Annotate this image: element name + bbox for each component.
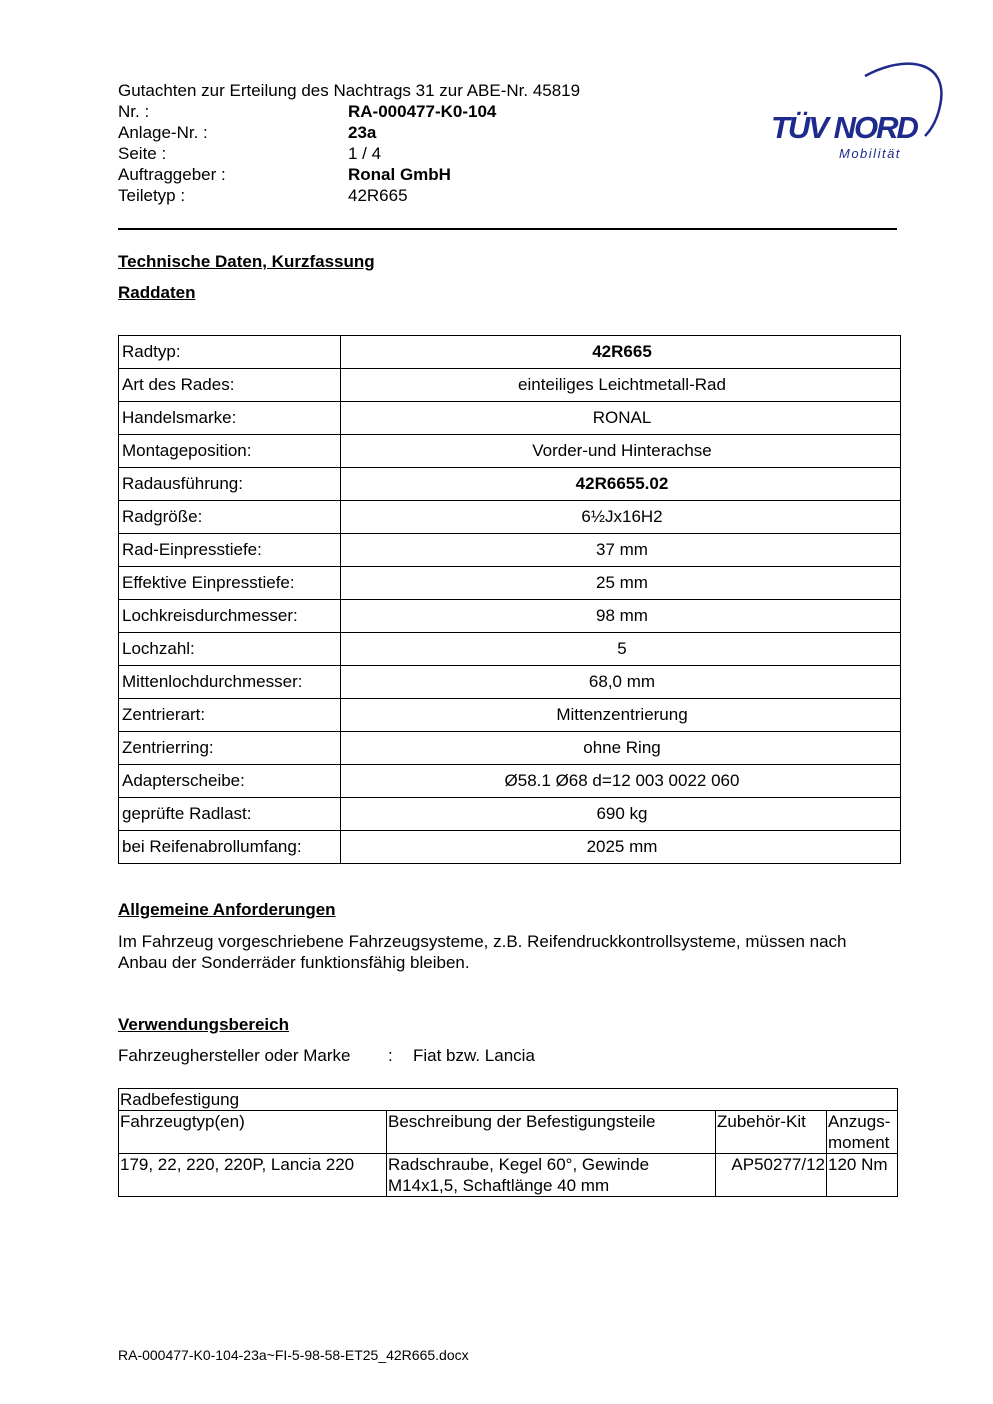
row-label: Radausführung: bbox=[119, 468, 341, 501]
table-row bbox=[119, 699, 901, 732]
table-row bbox=[119, 567, 901, 600]
header-label: Seite : bbox=[118, 144, 167, 163]
table-row bbox=[119, 798, 901, 831]
table-row bbox=[119, 501, 901, 534]
header-label: Nr. : bbox=[118, 102, 150, 121]
table-row bbox=[119, 336, 901, 369]
row-value: 68,0 mm bbox=[341, 666, 901, 699]
table-header-row bbox=[119, 1111, 898, 1154]
table-row bbox=[119, 732, 901, 765]
section-heading-verwendung: Verwendungsbereich bbox=[118, 1015, 289, 1034]
table-title: Radbefestigung bbox=[119, 1089, 898, 1111]
column-header: Fahrzeugtyp(en) bbox=[119, 1111, 387, 1154]
row-label: geprüfte Radlast: bbox=[119, 798, 341, 831]
table-row bbox=[119, 435, 901, 468]
row-label: Mittenlochdurchmesser: bbox=[119, 666, 341, 699]
header-value: Ronal GmbH bbox=[348, 165, 451, 184]
header-value: 1 / 4 bbox=[348, 144, 382, 163]
row-value: ohne Ring bbox=[341, 732, 901, 765]
table-row bbox=[119, 765, 901, 798]
table-row bbox=[119, 534, 901, 567]
table-row bbox=[119, 468, 901, 501]
header-row-seite bbox=[118, 143, 738, 164]
table-cell: 179, 22, 220, 220P, Lancia 220 bbox=[119, 1154, 387, 1197]
row-value: 6½Jx16H2 bbox=[341, 501, 901, 534]
verwendung-label: Fahrzeughersteller oder Marke bbox=[118, 1046, 351, 1065]
table-row bbox=[119, 402, 901, 435]
row-value: 37 mm bbox=[341, 534, 901, 567]
section-heading-allgemein: Allgemeine Anforderungen bbox=[118, 900, 336, 919]
header-row-anlage bbox=[118, 122, 738, 143]
row-value: Mittenzentrierung bbox=[341, 699, 901, 732]
row-label: Radgröße: bbox=[119, 501, 341, 534]
row-label: Effektive Einpresstiefe: bbox=[119, 567, 341, 600]
logo-brand: TÜV NORD bbox=[771, 110, 917, 145]
logo-sub: Mobilität bbox=[839, 146, 901, 161]
row-value: 42R665 bbox=[341, 336, 901, 369]
verwendung-colon: : bbox=[388, 1046, 393, 1065]
header-label: Auftraggeber : bbox=[118, 165, 226, 184]
row-value: 25 mm bbox=[341, 567, 901, 600]
row-value: 5 bbox=[341, 633, 901, 666]
verwendung-value: Fiat bzw. Lancia bbox=[413, 1046, 535, 1065]
row-value: einteiliges Leichtmetall-Rad bbox=[341, 369, 901, 402]
table-row bbox=[119, 831, 901, 864]
document-header bbox=[118, 80, 738, 206]
row-value: 2025 mm bbox=[341, 831, 901, 864]
allgemein-text: Im Fahrzeug vorgeschriebene Fahrzeugsysteme, z.B. Reifendruckkontrollsysteme, müssen nach Anbau der Sonderräder funktionsfähig bleiben. bbox=[118, 932, 847, 972]
row-label: Adapterscheibe: bbox=[119, 765, 341, 798]
table-cell: 120 Nm bbox=[827, 1154, 898, 1197]
header-label: Teiletyp : bbox=[118, 186, 186, 205]
header-title-line bbox=[118, 80, 738, 101]
header-title: Gutachten zur Erteilung des Nachtrags 31 zur ABE-Nr. 45819 bbox=[118, 81, 581, 100]
header-row-auftraggeber bbox=[118, 164, 738, 185]
table-row bbox=[119, 600, 901, 633]
row-label: bei Reifenabrollumfang: bbox=[119, 831, 341, 864]
footer-filename: RA-000477-K0-104-23a~FI-5-98-58-ET25_42R665.docx bbox=[118, 1347, 469, 1363]
row-label: Montageposition: bbox=[119, 435, 341, 468]
header-value: RA-000477-K0-104 bbox=[348, 102, 497, 121]
header-row-nr bbox=[118, 101, 738, 122]
header-divider bbox=[118, 228, 897, 230]
row-value: Ø58.1 Ø68 d=12 003 0022 060 bbox=[341, 765, 901, 798]
row-label: Zentrierart: bbox=[119, 699, 341, 732]
header-label: Anlage-Nr. : bbox=[118, 123, 208, 142]
table-cell: AP50277/12 bbox=[716, 1154, 827, 1197]
header-value: 23a bbox=[348, 123, 377, 142]
header-row-teiletyp bbox=[118, 185, 738, 206]
column-header: Zubehör-Kit bbox=[716, 1111, 827, 1154]
table-row bbox=[119, 633, 901, 666]
table-row bbox=[119, 369, 901, 402]
header-value: 42R665 bbox=[348, 186, 408, 205]
column-header: Beschreibung der Befestigungsteile bbox=[387, 1111, 716, 1154]
row-value: RONAL bbox=[341, 402, 901, 435]
table-row bbox=[119, 666, 901, 699]
row-label: Zentrierring: bbox=[119, 732, 341, 765]
row-value: 98 mm bbox=[341, 600, 901, 633]
row-value: 690 kg bbox=[341, 798, 901, 831]
radbefestigung-table bbox=[118, 1088, 898, 1197]
row-label: Lochzahl: bbox=[119, 633, 341, 666]
table-row bbox=[119, 1154, 898, 1197]
table-cell: Radschraube, Kegel 60°, Gewinde M14x1,5, Schaftlänge 40 mm bbox=[387, 1154, 716, 1197]
row-label: Handelsmarke: bbox=[119, 402, 341, 435]
column-header: Anzugs-moment bbox=[827, 1111, 898, 1154]
row-label: Art des Rades: bbox=[119, 369, 341, 402]
row-label: Lochkreisdurchmesser: bbox=[119, 600, 341, 633]
table-title-row bbox=[119, 1089, 898, 1111]
row-value: 42R6655.02 bbox=[341, 468, 901, 501]
raddaten-table bbox=[118, 335, 901, 864]
tuv-nord-logo bbox=[765, 58, 950, 168]
section-heading-tech: Technische Daten, Kurzfassung bbox=[118, 252, 375, 271]
row-label: Rad-Einpresstiefe: bbox=[119, 534, 341, 567]
verwendung-line bbox=[118, 1045, 535, 1066]
row-label: Radtyp: bbox=[119, 336, 341, 369]
row-value: Vorder-und Hinterachse bbox=[341, 435, 901, 468]
section-heading-raddaten: Raddaten bbox=[118, 283, 196, 302]
